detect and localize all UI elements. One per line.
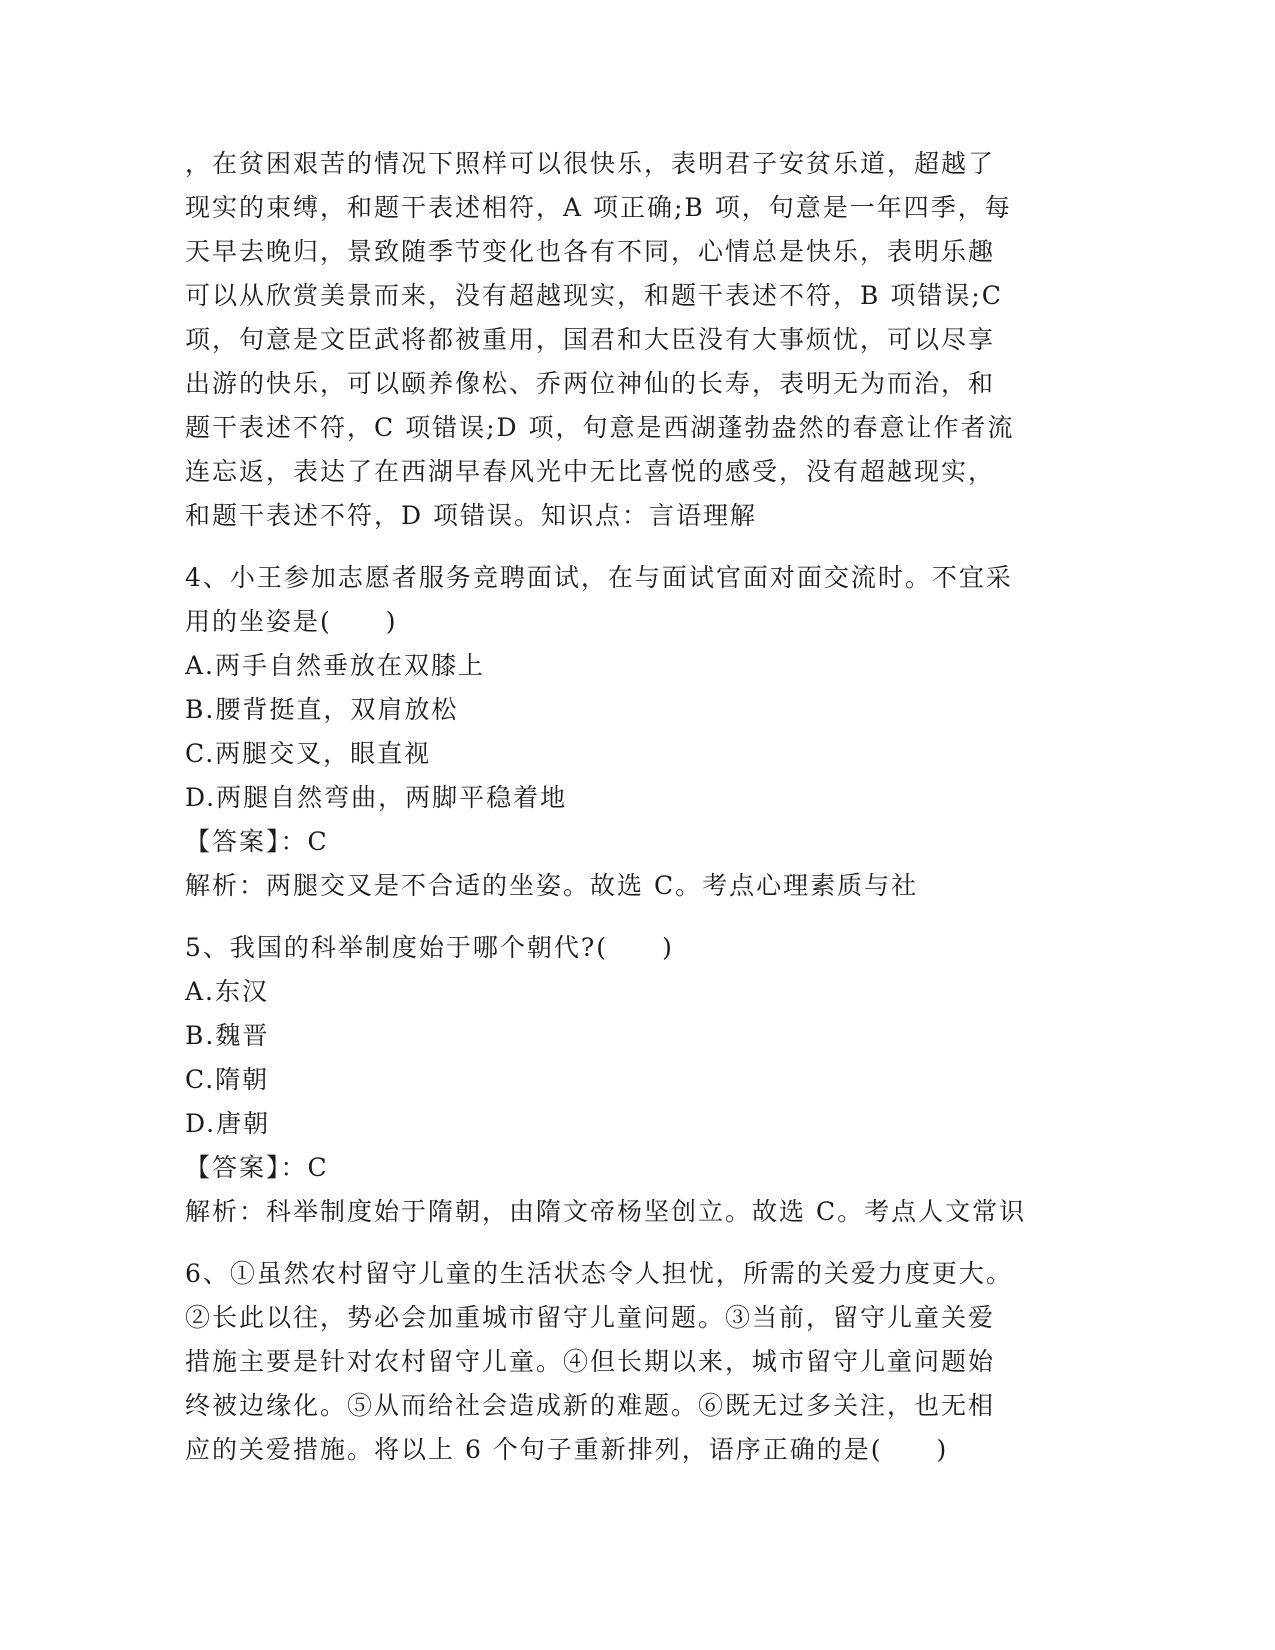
text-line: 出游的快乐，可以颐养像松、乔两位神仙的长寿，表明无为而治，和 [185, 369, 996, 398]
previous-explanation [185, 142, 1085, 538]
question-stem: 6、①虽然农村留守儿童的生活状态令人担忧，所需的关爱力度更大。 [185, 1259, 1013, 1288]
answer-line: 【答案】：C [185, 1153, 329, 1182]
analysis-line: 解析：科举制度始于隋朝，由隋文帝杨坚创立。故选 C。考点人文常识 [185, 1197, 1027, 1226]
text-line: 和题干表述不符，D 项错误。知识点：言语理解 [185, 501, 757, 530]
question-4 [185, 556, 1085, 908]
question-stem: 用的坐姿是( ) [185, 607, 398, 636]
option-b: B.魏晋 [185, 1021, 270, 1050]
text-line: 现实的束缚，和题干表述相符，A 项正确;B 项，句意是一年四季，每 [185, 193, 1012, 222]
option-a: A.两手自然垂放在双膝上 [185, 651, 486, 680]
document-page [185, 142, 1085, 1472]
text-line: 连忘返，表达了在西湖早春风光中无比喜悦的感受，没有超越现实， [185, 457, 996, 486]
question-stem: 应的关爱措施。将以上 6 个句子重新排列，语序正确的是( ) [185, 1435, 949, 1464]
question-6 [185, 1252, 1085, 1472]
question-stem: 终被边缘化。⑤从而给社会造成新的难题。⑥既无过多关注，也无相 [185, 1391, 996, 1420]
question-5 [185, 926, 1085, 1234]
option-c: C.隋朝 [185, 1065, 270, 1094]
option-d: D.唐朝 [185, 1109, 271, 1138]
analysis-line: 解析：两腿交叉是不合适的坐姿。故选 C。考点心理素质与社 [185, 871, 919, 900]
option-d: D.两腿自然弯曲，两脚平稳着地 [185, 783, 568, 812]
text-line: 题干表述不符，C 项错误;D 项，句意是西湖蓬勃盎然的春意让作者流 [185, 413, 1015, 442]
question-stem: 措施主要是针对农村留守儿童。④但长期以来，城市留守儿童问题始 [185, 1347, 996, 1376]
question-stem: 5、我国的科举制度始于哪个朝代?( ) [185, 933, 674, 962]
text-line: 项，句意是文臣武将都被重用，国君和大臣没有大事烦忧，可以尽享 [185, 325, 996, 354]
option-a: A.东汉 [185, 977, 270, 1006]
answer-line: 【答案】：C [185, 827, 329, 856]
question-stem: 4、小王参加志愿者服务竞聘面试，在与面试官面对面交流时。不宜采 [185, 563, 1013, 592]
question-stem: ②长此以往，势必会加重城市留守儿童问题。③当前，留守儿童关爱 [185, 1303, 996, 1332]
text-line: 天早去晚归，景致随季节变化也各有不同，心情总是快乐，表明乐趣 [185, 237, 996, 266]
text-line: 可以从欣赏美景而来，没有超越现实，和题干表述不符，B 项错误;C [185, 281, 1003, 310]
option-b: B.腰背挺直，双肩放松 [185, 695, 459, 724]
text-line: ，在贫困艰苦的情况下照样可以很快乐，表明君子安贫乐道，超越了 [185, 149, 996, 178]
option-c: C.两腿交叉，眼直视 [185, 739, 432, 768]
